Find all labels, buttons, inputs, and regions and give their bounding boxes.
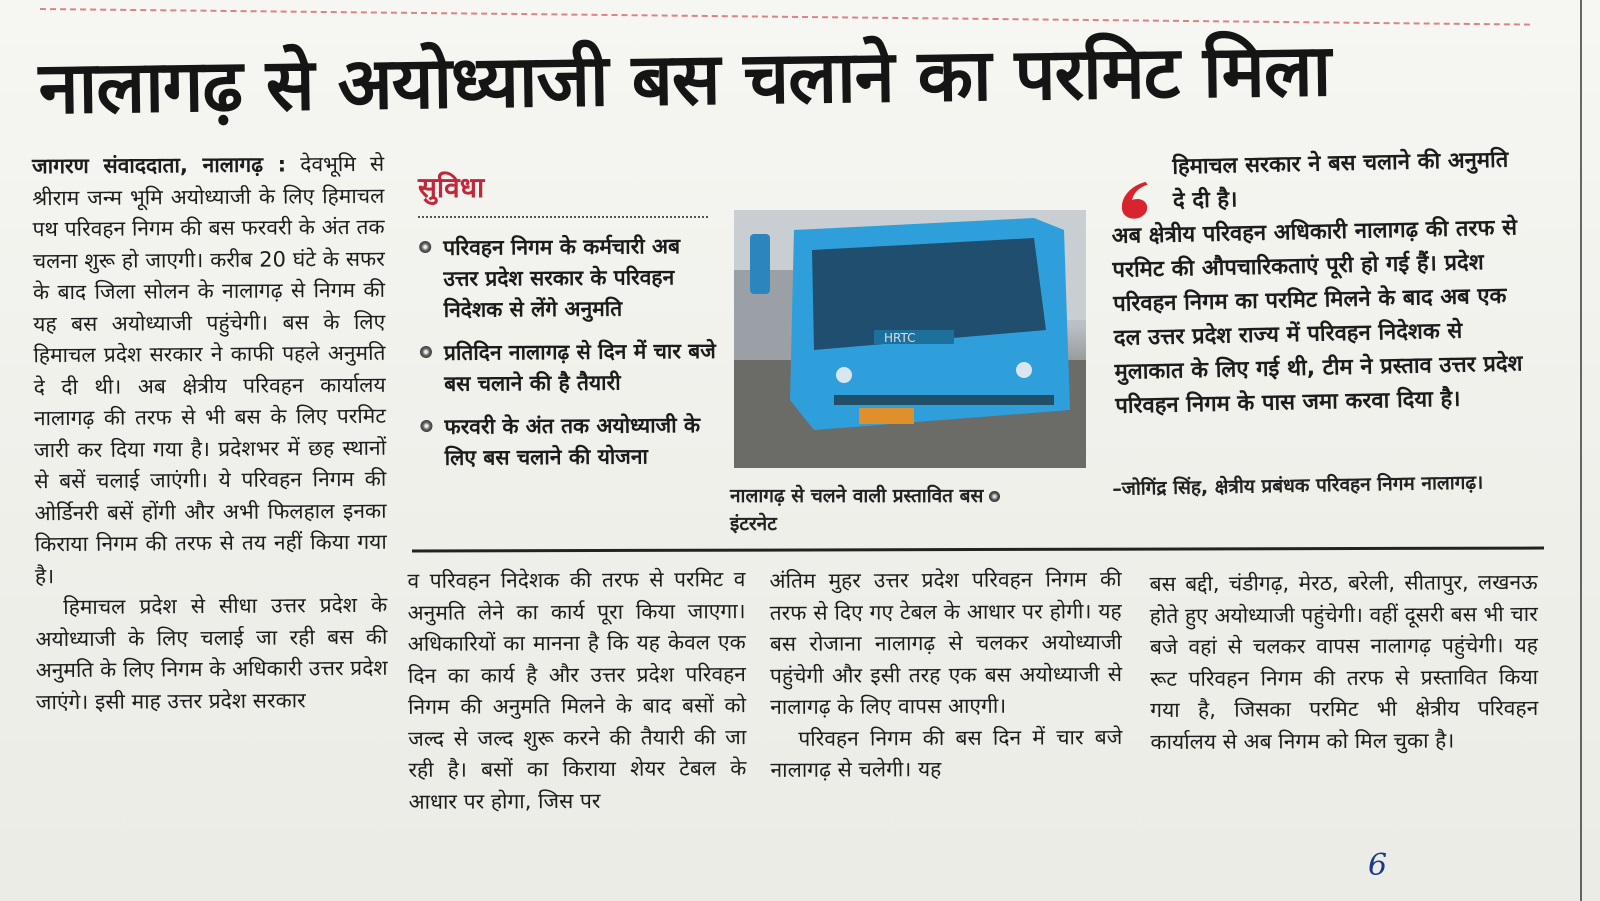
handwritten-mark: 6 [1368,848,1388,883]
sidebar-bullets [417,231,719,486]
photo-caption: नालागढ़ से चलने वाली प्रस्तावित बस इंटरनेट [730,482,1090,538]
photo-credit: इंटरनेट [730,513,777,535]
sidebar-bullet: परिवहन निगम के कर्मचारी अब उत्तर प्रदेश सरकार के परिवहन निदेशक से लेंगे अनुमति [417,231,718,326]
quote-attribution: –जोगिंद्र सिंह, क्षेत्रीय प्रबंधक परिवहन निगम नालागढ़। [1112,471,1484,500]
page-edge [1580,0,1582,901]
bullet-icon [419,241,431,253]
quote-block [1110,143,1528,424]
byline: जागरण संवाददाता, नालागढ़ : [32,152,287,179]
sidebar-divider [418,216,708,218]
article-column-1 [32,149,388,718]
column1-para1 [32,149,387,592]
bus-number-plate [859,408,914,424]
bullet-icon [420,346,432,358]
headline: नालागढ़ से अयोध्याजी बस चलाने का परमिट मिला [38,27,1331,130]
bus-label: HRTC [884,331,916,345]
column1-para1-text: देवभूमि से श्रीराम जन्म भूमि अयोध्याजी के लिए हिमाचल पथ परिवहन निगम की बस फरवरी के अंत तक चलना शुरू हो जाएगी। करीब 20 घंटे के सफर के बाद जिला सोलन के नालागढ़ से निगम की यह बस अयोध्याजी पहुंचेगी। बस के लिए हिमाचल प्रदेश सरकार ने काफी पहले अनुमति दे दी थी। अब क्षेत्रीय परिवहन कार्यालय नालागढ़ की तरफ से भी बस के लिए परमिट जारी कर दिया गया है। प्रदेशभर में छह स्थानों से बसें चलाई जाएंगी। ये परिवहन निगम की ओर्डिनरी बसें होंगी और अभी फिलहाल इनका किराया निगम की तरफ से तय नहीं किया गया है। [32,151,387,588]
bus-illustration [734,210,1086,468]
article-column-4 [1150,567,1539,758]
bus-mirror [750,234,770,294]
quote-text: अब क्षेत्रीय परिवहन अधिकारी नालागढ़ की तरफ से परमिट की औपचारिकताएं पूरी हो गई हैं। प्रदेश परिवहन निगम का परमिट मिलने के बाद अब एक दल उत्तर प्रदेश राज्य में परिवहन निदेशक से मुलाकात के लिए गई थी, टीम ने प्रस्ताव उत्तर प्रदेश परिवहन निगम के पास जमा करवा दिया है। [1111,215,1523,419]
bullet-icon [420,420,432,432]
column3-para2: परिवहन निगम की बस दिन में चार बजे नालागढ़ से चलेगी। यह [770,724,1123,782]
sidebar-bullet: फरवरी के अंत तक अयोध्याजी के लिए बस चलाने की योजना [418,410,718,474]
caption-bullet-icon [989,491,1000,502]
quote-first-line: हिमाचल सरकार ने बस चलाने की अनुमति दे दी है। [1172,147,1509,214]
article-column-3 [769,564,1122,786]
section-divider [412,547,1544,553]
article-column-2 [407,564,746,818]
column3-para1: अंतिम मुहर उत्तर प्रदेश परिवहन निगम की तरफ से दिए गए टेबल के आधार पर होगी। यह बस रोजाना नालागढ़ से चलकर अयोध्याजी पहुंचेगी और इसी तरह एक बस अयोध्याजी से नालागढ़ के लिए वापस आएगी। [769,567,1123,719]
column4-para1: बस बद्दी, चंडीगढ़, मेरठ, बरेली, सीतापुर, लखनऊ होते हुए अयोध्याजी पहुंचेगी। वहीं दूसरी बस भी चार बजे वहां से चलकर वापस नालागढ़ पहुंचेगी। यह रूट परिवहन निगम की तरफ से प्रस्तावित किया गया है, जिसका परमिट भी क्षेत्रीय परिवहन कार्यालय से अब निगम को मिल चुका है। [1149,569,1539,754]
column1-para2: हिमाचल प्रदेश से सीधा उत्तर प्रदेश के अयोध्याजी के लिए चलाई जा रही बस की अनुमति के लिए निगम के अधिकारी उत्तर प्रदेश जाएंगे। इसी माह उत्तर प्रदेश सरकार [35,592,388,714]
column2-para1: व परिवहन निदेशक की तरफ से परमिट व अनुमति लेने का कार्य पूरा किया जाएगा। अधिकारियों का मानना है कि यह केवल एक दिन का कार्य है और उत्तर प्रदेश परिवहन निगम की अनुमति मिलने के बाद बसों को जल्द से जल्द शुरू करने की तैयारी की जा रही है। बसों का किराया शेयर टेबल के आधार पर होगा, जिस पर [407,567,747,814]
sidebar-bullet: प्रतिदिन नालागढ़ से दिन में चार बजे बस चलाने की है तैयारी [418,336,718,400]
sidebar-heading: सुविधा [418,171,485,204]
bus-photo [734,210,1086,468]
